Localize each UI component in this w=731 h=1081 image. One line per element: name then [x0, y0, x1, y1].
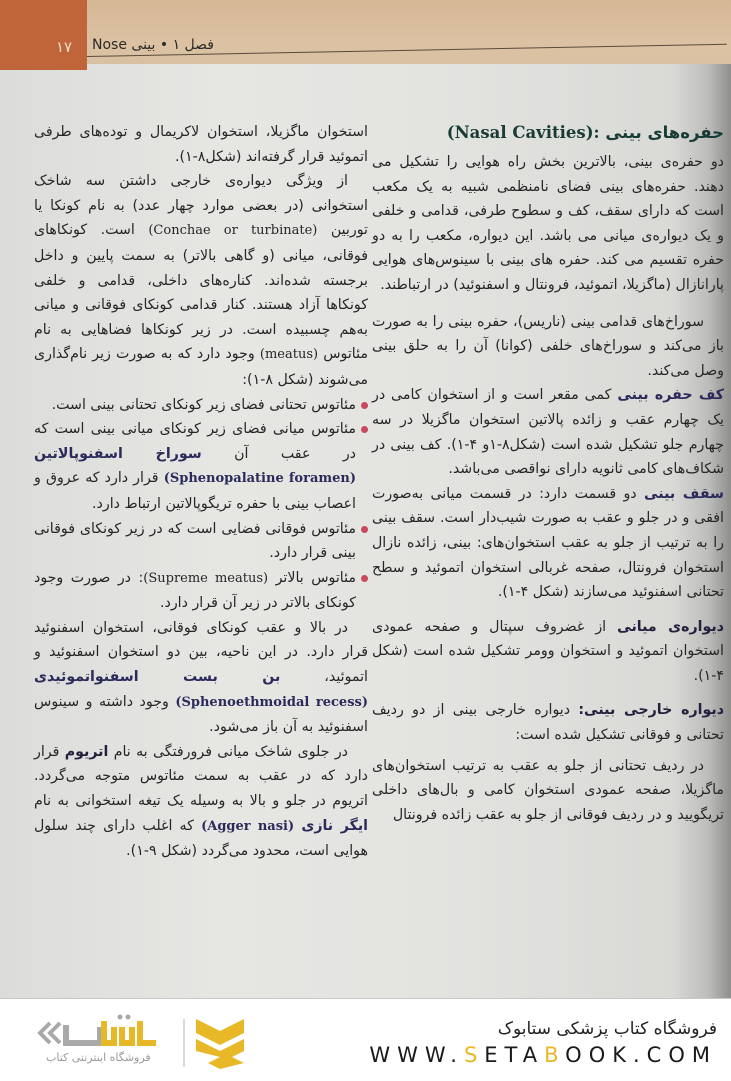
logo-subtitle: فروشگاه اینترنتی کتاب	[46, 1051, 151, 1064]
term-sphenopalatine: سوراخ اسفنوپالاتین	[34, 445, 202, 462]
paragraph: دیواره خارجی بینی: دیواره خارجی بینی از دو ردیف تحتانی و فوقانی تشکیل شده است:	[372, 702, 724, 744]
footer-banner	[0, 998, 731, 1081]
bullet-icon	[361, 426, 368, 433]
paragraph: کف حفره بینی کمی مقعر است و از استخوان کامی در یک چهارم عقب و زائده پالاتین استخوان ماگزیلا در سه چهارم جلو تشکیل شده است (شکل۸-۱و ۴-۱). کف بینی در شکاف‌های کامی ثانویه دارای نواقصی می‌باشد.	[372, 387, 724, 478]
paragraph: در بالا و عقب کونکای فوقانی، استخوان اسفنوئید قرار دارد. در این ناحیه، بین دو استخوان اسفنوئید و اتموئید، بن بست اسفنواتموئیدی (Sphenoethmoidal recess) وجود داشته و سینوس اسفنوئید به آن باز می‌شود.	[34, 619, 368, 736]
bullet-icon	[361, 402, 368, 409]
meatus-list	[34, 393, 368, 616]
header-band	[0, 0, 731, 64]
term-nasal-floor: کف حفره بینی	[617, 387, 724, 404]
paragraph: دو حفره‌ی بینی، بالاترین بخش راه هوایی را تشکیل می دهند. حفره‌های بینی فضای نامنظمی شبیه به یک مکعب است که دارای سقف، کف و سطوح طرفی، قدامی و خلفی و یک دیواره‌ی میانی می باشد. این دیواره، مکعب را به دو حفره تقسیم می کند. حفره های بینی با سینوس‌های هوایی پارانازال (ماگزیلا، اتموئید، فرونتال و اسفنوئید) در ارتباطند.	[372, 154, 724, 293]
page-number-tab	[0, 0, 87, 70]
term-septum: دیواره‌ی میانی	[617, 618, 724, 635]
paragraph: در جلوی شاخک میانی فرورفتگی به نام اتریوم قرار دارد که در عقب به سمت مئاتوس متوجه می‌گردد. اتریوم در جلو و بالا به وسیله یک تیغه استخوانی به نام ایگر نازی (Agger nasi) که اغلب دارای چند سلول هوایی است، محدود می‌گردد (شکل ۹-۱).	[34, 743, 369, 860]
paragraph: سوراخ‌های قدامی بینی (ناریس)، حفره بینی را به صورت باز می‌کند و سوراخ‌های خلفی (کوانا) آن را به حلق بینی وصل می‌کند.	[372, 313, 724, 379]
paragraph: سقف بینی دو قسمت دارد: در قسمت میانی به‌صورت افقی و در جلو و عقب به صورت شیب‌دار است. سقف بینی را به ترتیب از جلو به عقب استخوان‌های: بینی، زائده نازال استخوان فرونتال، صفحه غربالی استخوان اتموئید و سطح تحتانی اسفنوئید می‌سازند (شکل ۴-۱).	[372, 485, 724, 601]
list-item: مئاتوس فوقانی فضایی است که در زیر کونکای فوقانی بینی قرار دارد.	[34, 517, 368, 566]
shop-name: فروشگاه کتاب پزشکی ستابوک	[497, 1019, 717, 1039]
heading-en: (Nasal Cavities):	[446, 123, 600, 142]
list-item: مئاتوس بالاتر (Supreme meatus): در صورت وجود کونکای بالاتر در زیر آن قرار دارد.	[34, 566, 368, 616]
list-item: مئاتوس تحتانی فضای زیر کونکای تحتانی بینی است.	[34, 393, 368, 418]
bullet-icon	[361, 575, 368, 582]
website-url[interactable]: WWW.SETABOOK.COM	[369, 1043, 717, 1067]
setabook-logo[interactable]	[36, 1013, 286, 1073]
paragraph: دیواره‌ی میانی از غضروف سپتال و صفحه عمودی استخوان اتموئید و استخوان وومر تشکیل شده است (شکل ۴-۱).	[372, 618, 724, 684]
term-nasal-roof: سقف بینی	[643, 485, 724, 502]
left-column	[34, 120, 368, 864]
list-item: مئاتوس میانی فضای زیر کونکای میانی بینی است که در عقب آن سوراخ اسفنوپالاتین (Sphenopalatine foramen) قرار دارد که عروق و اعصاب بینی با حفره تریگوپالاتین ارتباط دارد.	[34, 417, 368, 516]
paragraph: استخوان ماگزیلا، استخوان لاکریمال و توده‌های طرفی اتموئید قرار گرفته‌اند (شکل۸-۱).	[34, 124, 368, 165]
term-lateral-wall: دیواره خارجی بینی:	[578, 702, 724, 719]
right-column	[372, 120, 724, 827]
paragraph: از ویژگی دیواره‌ی خارجی داشتن سه شاخک استخوانی (در بعضی موارد چهار عدد) به نام کونکا یا توربین (Conchae or turbinate) است. کونکاهای فوقانی، میانی (و گاهی بالاتر) به سمت پایین و داخل برجسته شده‌اند. کناره‌های داخلی، قدامی و خلفی کونکاها آزاد هستند. کنار قدامی کونکای فوقانی و میانی به‌هم چسبیده است. در زیر کونکاها فضاهایی به نام مئاتوس (meatus) وجود دارد که به صورت زیر نام‌گذاری می‌شوند (شکل ۸-۱):	[34, 173, 369, 388]
section-heading	[372, 120, 724, 146]
page-number: ۱۷	[56, 38, 73, 56]
term-sphenoethmoidal: بن بست اسفنواتموئیدی	[34, 669, 281, 686]
bullet-icon	[361, 526, 368, 533]
paragraph: در ردیف تحتانی از جلو به عقب به ترتیب استخوان‌های ماگزیلا، صفحه عمودی استخوان کامی و بال‌های داخلی تریگویید و در ردیف فوقانی از جلو به عقب زائده فرونتال	[372, 757, 724, 823]
setabook-logo-icon	[36, 1013, 286, 1073]
heading-fa: حفره‌های بینی	[605, 123, 724, 142]
term-agger-nasi: ایگر نازی	[301, 817, 369, 834]
term-atrium: اتریوم	[64, 743, 109, 760]
running-head: فصل ۱ • بینی Nose	[92, 37, 214, 53]
